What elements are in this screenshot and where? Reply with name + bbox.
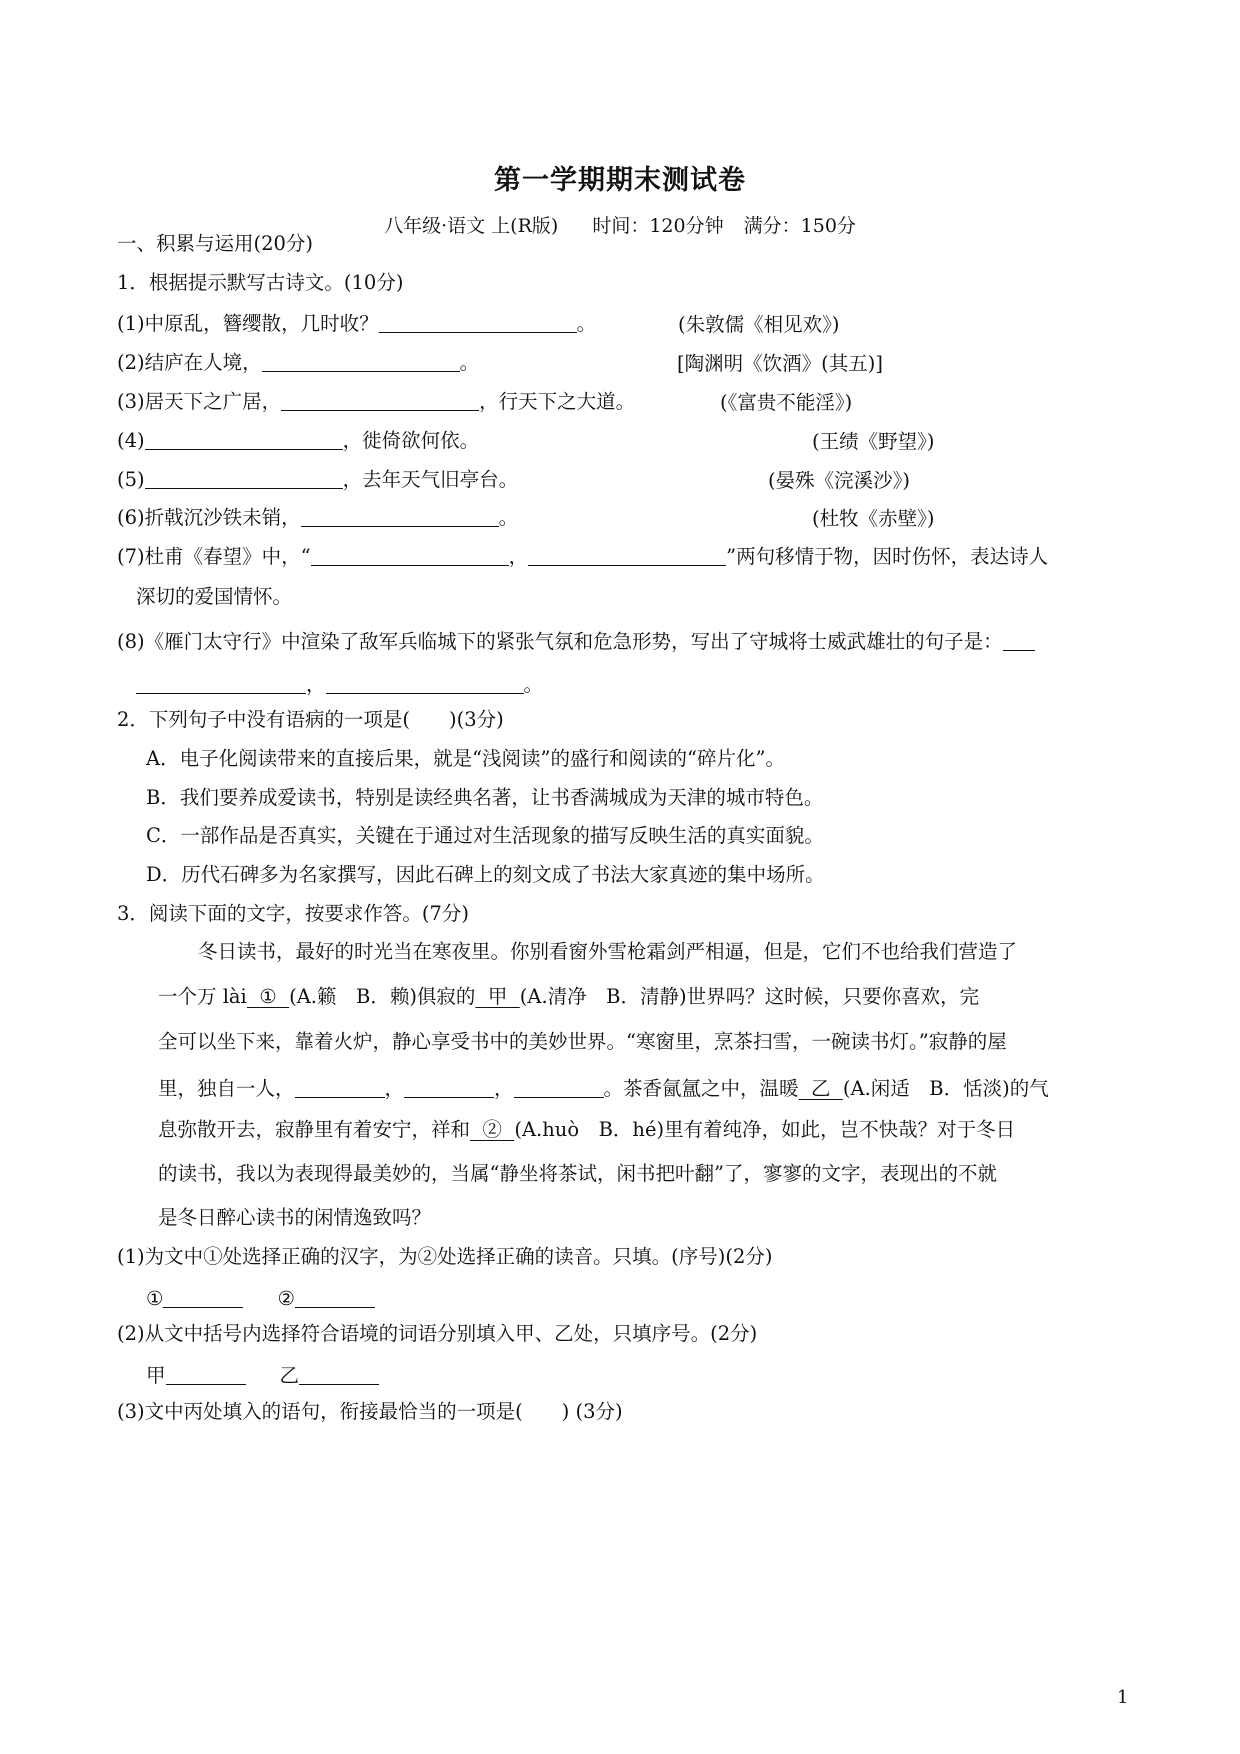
passage-line-2: 一个万 lài ① (A.籁 B．赖)俱寂的 甲 (A.清净 B．清静)世界吗？这时候，只要你喜欢，完 [158,985,980,1008]
poem-source-6: (杜牧《赤壁》) [812,507,935,530]
passage-line-4: 里，独自一人， ， ， 。茶香氤氲之中，温暖 乙 (A.闲适 B．恬淡)的气 [158,1077,1049,1100]
poem-item-7: (7)杜甫《春望》中，“ ， ”两句移情于物，因时伤怀，表达诗人 [117,545,1049,568]
poem-item-4: (4) ，徙倚欲何依。 [117,429,480,452]
question-3-sub-1: (1)为文中①处选择正确的汉字，为②处选择正确的读音。只填。(序号)(2分) [117,1245,773,1268]
question-3-stem: 3．阅读下面的文字，按要求作答。(7分) [117,902,470,925]
passage-line-1: 冬日读书，最好的时光当在寒夜里。你别看窗外雪枪霜剑严相逼，但是，它们不也给我们营造了 [198,940,1018,963]
answer-blank[interactable] [136,673,306,694]
answer-blank[interactable] [299,1364,379,1385]
answer-blank[interactable] [163,1287,243,1308]
poem-item-1: (1)中原乱，簪缨散，几时收？ 。 [117,312,597,335]
question-3-sub-3: (3)文中丙处填入的语句，衔接最恰当的一项是( ) (3分) [117,1400,623,1423]
option-b[interactable]: B．我们要养成爱读书，特别是读经典名著，让书香满城成为天津的城市特色。 [146,786,824,809]
poem-source-1: (朱敦儒《相见欢》) [678,313,840,336]
grade-label: 八年级·语文 上(R版) [384,215,559,237]
score-label: 满分：150分 [743,215,856,237]
poem-source-5: (晏殊《浣溪沙》) [768,469,910,492]
poem-source-4: (王绩《野望》) [812,430,935,453]
blank-marker-1: ① [259,985,277,1008]
answer-blank[interactable] [295,1287,375,1308]
answer-blank[interactable] [379,312,577,333]
answer-blank[interactable] [514,1077,604,1098]
page-number: 1 [1117,1687,1129,1708]
poem-item-6: (6)折戟沉沙铁未销， 。 [117,506,519,529]
blank-marker-yi: 乙 [810,1077,831,1100]
passage-line-3: 全可以坐下来，靠着火炉，静心享受书中的美妙世界。“寒窗里，烹茶扫雪，一碗读书灯。”寂静的屋 [158,1030,1007,1053]
question-2-stem: 2．下列句子中没有语病的一项是( )(3分) [117,708,504,731]
answer-blank[interactable] [528,545,726,566]
answer-blank[interactable] [1003,630,1035,651]
passage-line-7: 是冬日醉心读书的闲情逸致吗？ [158,1206,432,1229]
answer-blank[interactable] [311,545,509,566]
question-1-stem: 1．根据提示默写古诗文。(10分) [117,271,404,294]
poem-item-7-cont: 深切的爱国情怀。 [136,585,293,608]
section-heading: 一、积累与运用(20分) [117,232,314,255]
time-label: 时间：120分钟 [592,215,724,237]
answer-blank[interactable] [145,468,343,489]
answer-blank[interactable] [166,1364,246,1385]
passage-line-5: 息弥散开去，寂静里有着安宁，祥和 ② (A.huò B．hé)里有着纯净，如此，岂不快哉？对于冬日 [158,1118,1016,1141]
answer-blank[interactable] [404,1077,494,1098]
answer-blank[interactable] [301,506,499,527]
poem-item-3: (3)居天下之广居， ，行天下之大道。 [117,390,636,413]
question-3-sub-2-answers: 甲 乙 [146,1361,379,1387]
passage-line-6: 的读书，我以为表现得最美妙的，当属“静坐将茶试，闲书把叶翻”了，寥寥的文字，表现出的不就 [158,1162,997,1185]
answer-blank[interactable] [145,429,343,450]
answer-blank[interactable] [295,1077,385,1098]
option-a[interactable]: A．电子化阅读带来的直接后果，就是“浅阅读”的盛行和阅读的“碎片化”。 [146,747,785,770]
answer-blank[interactable] [326,673,524,694]
exam-title: 第一学期期末测试卷 [494,165,746,196]
option-c[interactable]: C．一部作品是否真实，关键在于通过对生活现象的描写反映生活的真实面貌。 [146,824,824,847]
poem-item-8: (8)《雁门太守行》中渲染了敌军兵临城下的紧张气氛和危急形势，写出了守城将士威武雄壮的句子是： [117,627,1035,653]
poem-item-5: (5) ，去年天气旧亭台。 [117,468,519,491]
poem-item-2: (2)结庐在人境， 。 [117,351,480,374]
poem-source-3: (《富贵不能淫》) [720,391,853,414]
poem-source-2: [陶渊明《饮酒》(其五)] [677,352,883,375]
question-3-sub-1-answers: ① ② [146,1284,375,1310]
option-d[interactable]: D．历代石碑多为名家撰写，因此石碑上的刻文成了书法大家真迹的集中场所。 [146,863,825,886]
blank-marker-2: ② [482,1118,502,1141]
blank-marker-jia: 甲 [487,985,508,1008]
question-3-sub-2: (2)从文中括号内选择符合语境的词语分别填入甲、乙处，只填序号。(2分) [117,1322,758,1345]
answer-blank[interactable] [281,390,479,411]
poem-item-8-cont: ， 。 [136,670,543,696]
answer-blank[interactable] [262,351,460,372]
